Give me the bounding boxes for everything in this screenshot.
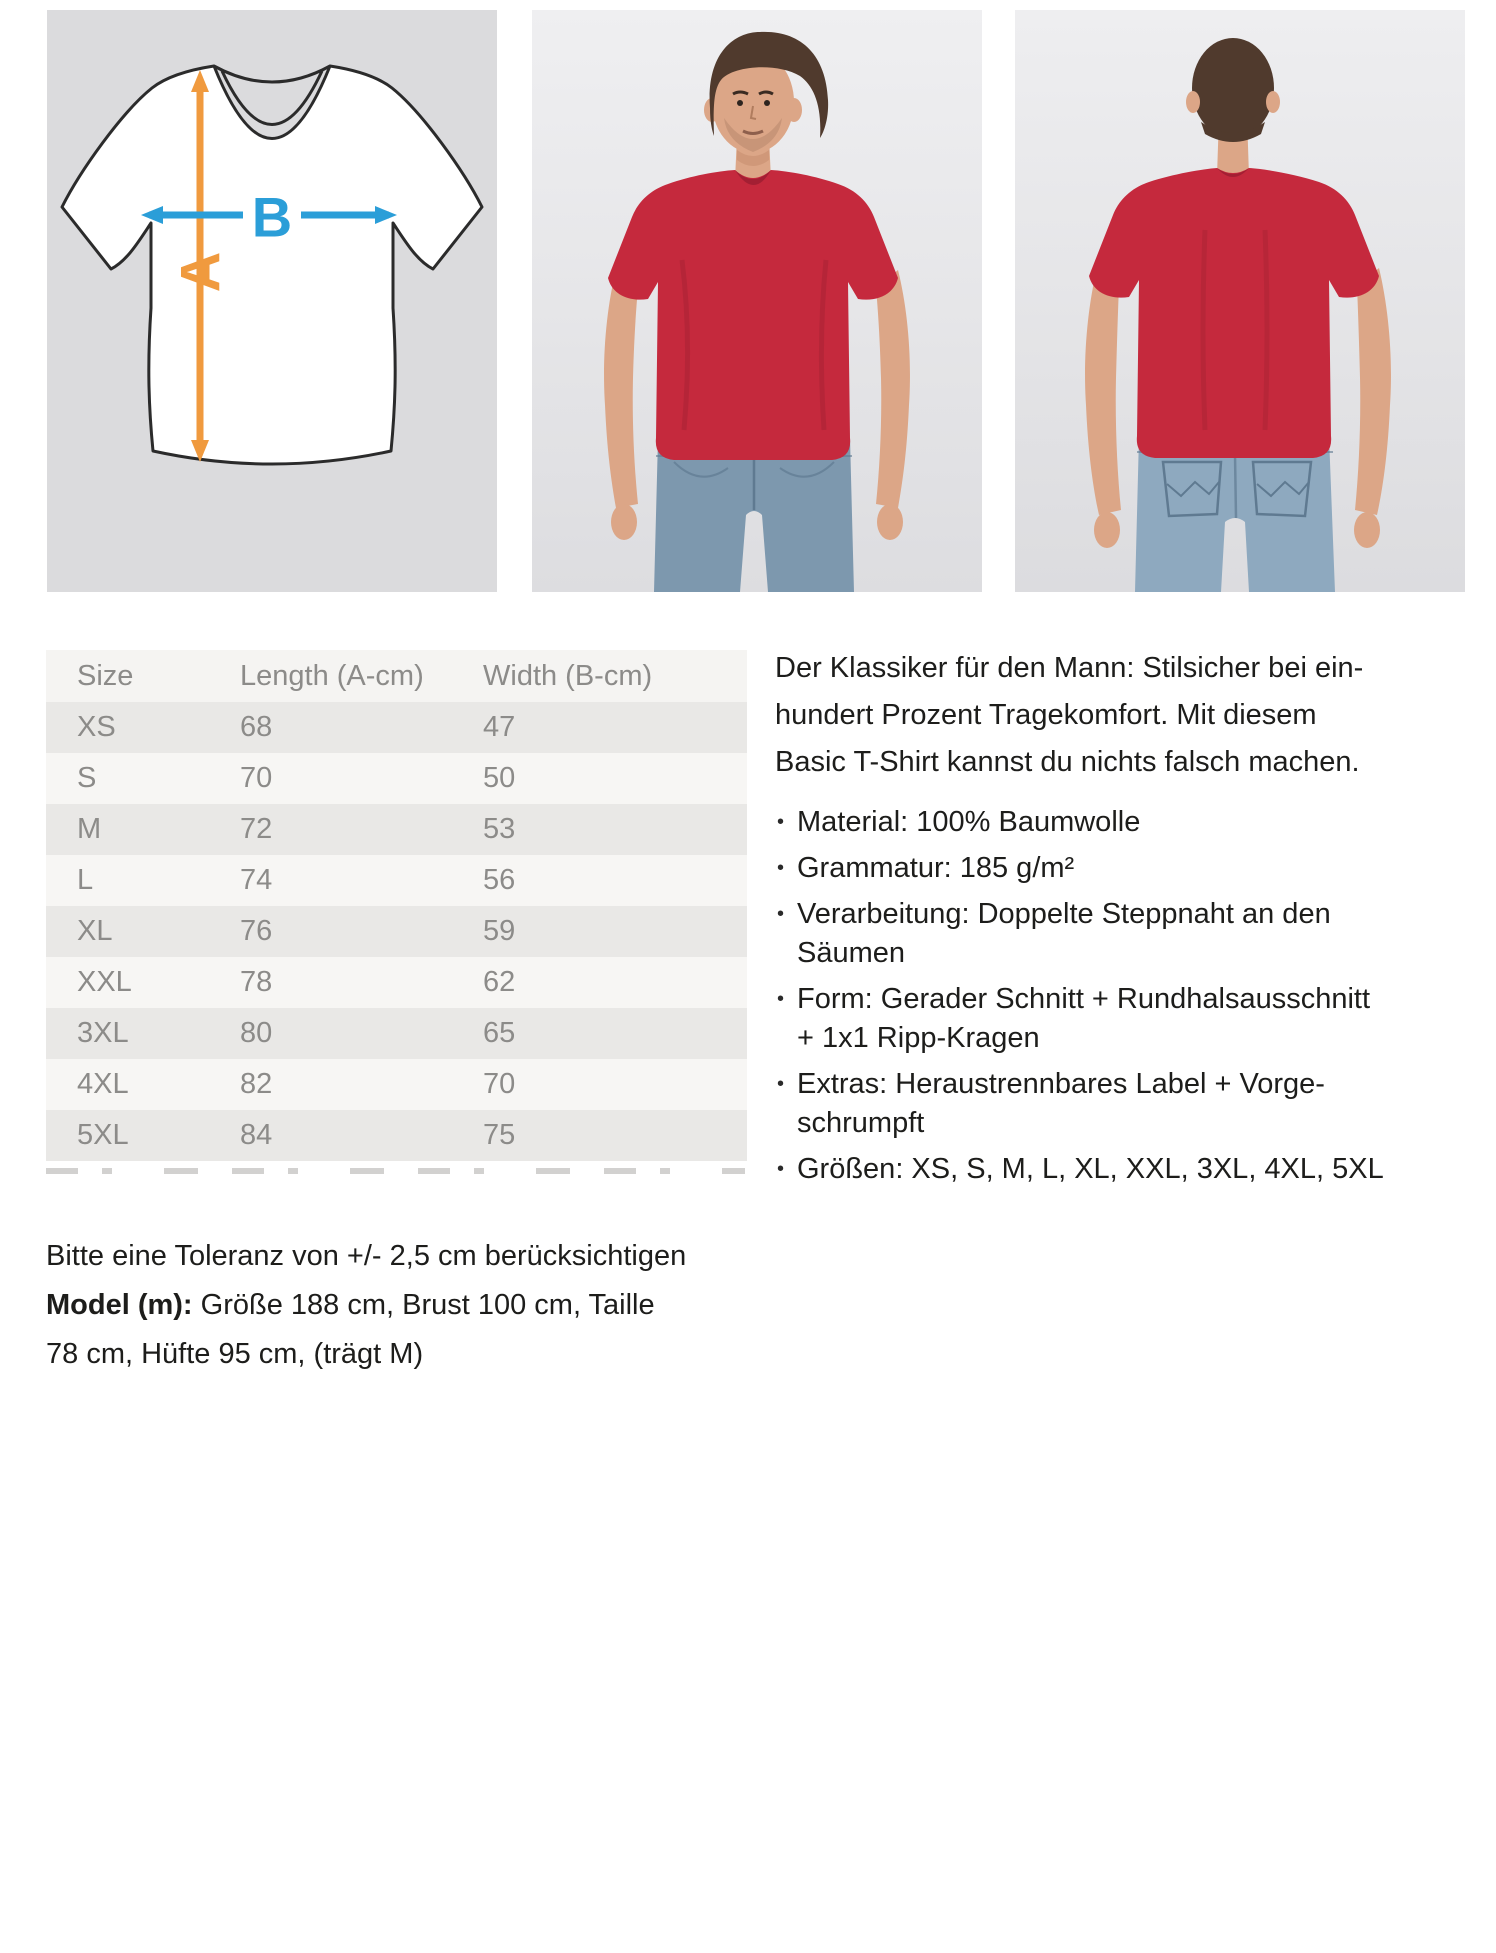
table-cell: XXL [77,966,132,998]
feature-item [775,895,1475,973]
tolerance-note: Bitte eine Toleranz von +/- 2,5 cm berücksichtigen [46,1240,687,1272]
feature-item-line: • Verarbeitung: Doppelte Steppnaht an den [797,898,1331,930]
table-row [46,1059,747,1110]
tshirt-fold [1203,230,1205,430]
table-cell: 74 [240,864,273,896]
model-ear [1186,91,1200,113]
table-cell: 62 [483,966,516,998]
description-line: Basic T-Shirt kannst du nichts falsch machen. [775,746,1360,778]
feature-item-line: Säumen [797,937,906,969]
tshirt-fold [1265,230,1267,430]
clipped-row-strip [46,1168,745,1174]
table-row [46,753,747,804]
table-row [46,702,747,753]
table-cell: 50 [483,762,516,794]
table-cell: 70 [240,762,273,794]
measurement-notes [46,1232,686,1379]
model-head-back [1192,38,1274,138]
feature-item-line: • Material: 100% Baumwolle [797,806,1141,838]
feature-item-line: • Extras: Heraustrennbares Label + Vorge- [797,1068,1325,1100]
model-info-line2: 78 cm, Hüfte 95 cm, (trägt M) [46,1338,424,1370]
model-eye [764,100,770,106]
table-row [46,855,747,906]
model-info-label: Model (m): [46,1289,193,1321]
table-cell: 4XL [77,1068,129,1100]
size-diagram-image[interactable] [47,10,497,592]
table-cell: 84 [240,1119,273,1151]
model-info-line1 [46,1281,686,1330]
description-line: hundert Prozent Tragekomfort. Mit diesem [775,699,1317,731]
feature-item-line: • Grammatur: 185 g/m² [797,852,1075,884]
table-cell: 82 [240,1068,273,1100]
table-row [46,804,747,855]
model-ear [786,98,802,122]
table-row [46,1110,747,1161]
jeans-center-seam [1235,454,1236,518]
table-cell: 72 [240,813,273,845]
model-info-text: Größe 188 cm, Brust 100 cm, Taille [192,1289,655,1321]
size-table-header-row [46,650,747,702]
table-cell: XL [77,915,113,947]
table-cell: 80 [240,1017,273,1049]
table-cell: 78 [240,966,273,998]
model-front-illustration [532,10,982,592]
feature-item [775,1150,1475,1189]
table-cell: 68 [240,711,273,743]
size-diagram [47,10,497,592]
size-table [46,650,747,1161]
feature-item-line: • Größen: XS, S, M, L, XL, XXL, 3XL, 4XL, 5XL [797,1153,1384,1185]
table-cell: 75 [483,1119,516,1151]
description-line: Der Klassiker für den Mann: Stilsicher bei ein- [775,652,1364,684]
model-hand [611,504,637,540]
length-label: A [168,251,232,293]
feature-item-line: • Form: Gerader Schnitt + Rundhalsausschnitt [797,983,1371,1015]
table-cell: S [77,762,97,794]
model-hand [1354,512,1380,548]
feature-item [775,1065,1475,1143]
table-cell: 65 [483,1017,516,1049]
table-row [46,957,747,1008]
model-back-illustration [1015,10,1465,592]
width-label: B [251,185,293,249]
table-cell: 3XL [77,1017,129,1049]
table-cell: M [77,813,102,845]
table-cell: 59 [483,915,516,947]
feature-item [775,980,1475,1058]
model-eye [737,100,743,106]
feature-list [775,803,1475,1189]
table-row [46,1008,747,1059]
table-cell: XS [77,711,116,743]
model-ear [1266,91,1280,113]
model-front-photo[interactable] [532,10,982,592]
product-description [775,645,1475,1196]
table-cell: 76 [240,915,273,947]
feature-item [775,803,1475,842]
feature-item [775,849,1475,888]
table-cell: 56 [483,864,516,896]
description-intro [775,645,1475,786]
table-cell: 5XL [77,1119,129,1151]
table-cell: 53 [483,813,516,845]
column-header-width: Width (B-cm) [452,650,747,702]
column-header-length: Length (A-cm) [209,650,452,702]
table-cell: L [77,864,94,896]
table-cell: 47 [483,711,516,743]
feature-item-line: schrumpft [797,1107,925,1139]
size-table-body [46,702,747,1161]
column-header-size: Size [46,650,209,702]
model-hand [1094,512,1120,548]
model-hand [877,504,903,540]
table-row [46,906,747,957]
table-cell: 70 [483,1068,516,1100]
model-back-photo[interactable] [1015,10,1465,592]
feature-item-line: + 1x1 Ripp-Kragen [797,1022,1040,1054]
